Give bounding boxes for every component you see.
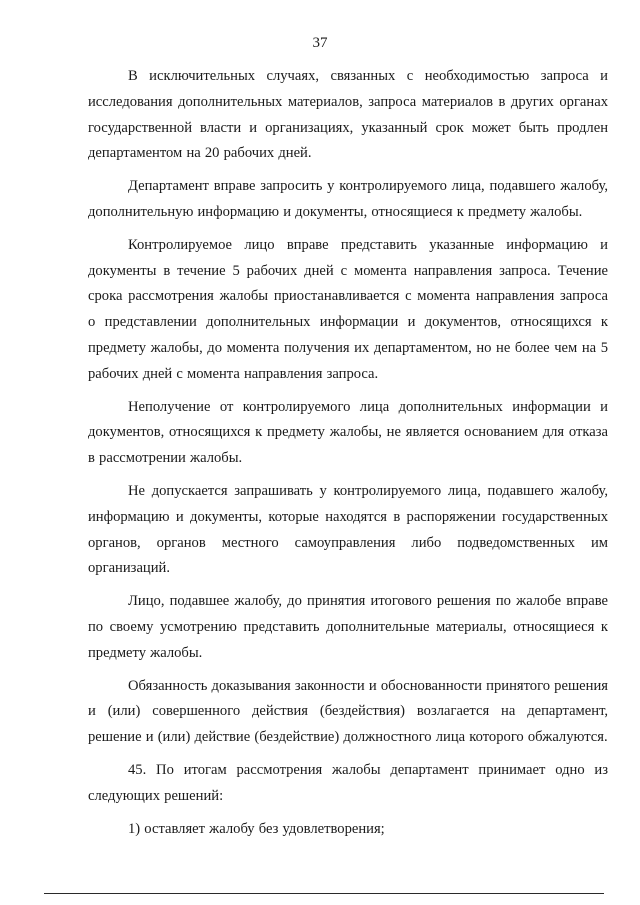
document-body — [88, 64, 608, 842]
paragraph-item-45: 45. По итогам рассмотрения жалобы департамент принимает одно из следующих решений: — [88, 761, 608, 804]
paragraph-request-info: Департамент вправе запросить у контролируемого лица, подавшего жалобу, дополнительную информацию и документы, относящиеся к предмету жалобы. — [88, 178, 608, 220]
paragraph-prohibition: Не допускается запрашивать у контролируемого лица, подавшего жалобу, информацию и документы, которые находятся в распоряжении государственных органов, органов местного самоуправления либо подведомственных им организаций. — [88, 482, 608, 577]
paragraph-non-receipt: Неполучение от контролируемого лица дополнительных информации и документов, относящихся к предмету жалобы, не является основанием для отказа в рассмотрении жалобы. — [88, 398, 608, 467]
paragraph-submit-info: Контролируемое лицо вправе представить указанные информацию и документы в течение 5 рабочих дней с момента направления запроса. Течение срока рассмотрения жалобы приостанавливается с момента направления запроса о представлении дополнительных информации и документов, относящихся к предмету жалобы, до момента получения их департаментом, но не более чем на 5 рабочих дней с момента направления запроса. — [88, 236, 608, 382]
paragraph-extension-term: В исключительных случаях, связанных с необходимостью запроса и исследования дополнительных материалов, запроса материалов в других органах государственной власти и организациях, указанный срок может быть продлен департаментом на 20 рабочих дней. — [88, 68, 608, 162]
paragraph-additional-materials: Лицо, подавшее жалобу, до принятия итогового решения по жалобе вправе по своему усмотрению представить дополнительные материалы, относящиеся к предмету жалобы. — [88, 593, 608, 661]
page-number: 37 — [312, 35, 328, 51]
paragraph-decision-1: 1) оставляет жалобу без удовлетворения; — [128, 820, 385, 837]
paragraph-burden-of-proof: Обязанность доказывания законности и обоснованности принятого решения и (или) совершенного действия (бездействия) возлагается на департамент, решение и (или) действие (бездействие) должностного лица которого обжалуются. — [88, 677, 608, 746]
footer-rule — [44, 893, 604, 894]
